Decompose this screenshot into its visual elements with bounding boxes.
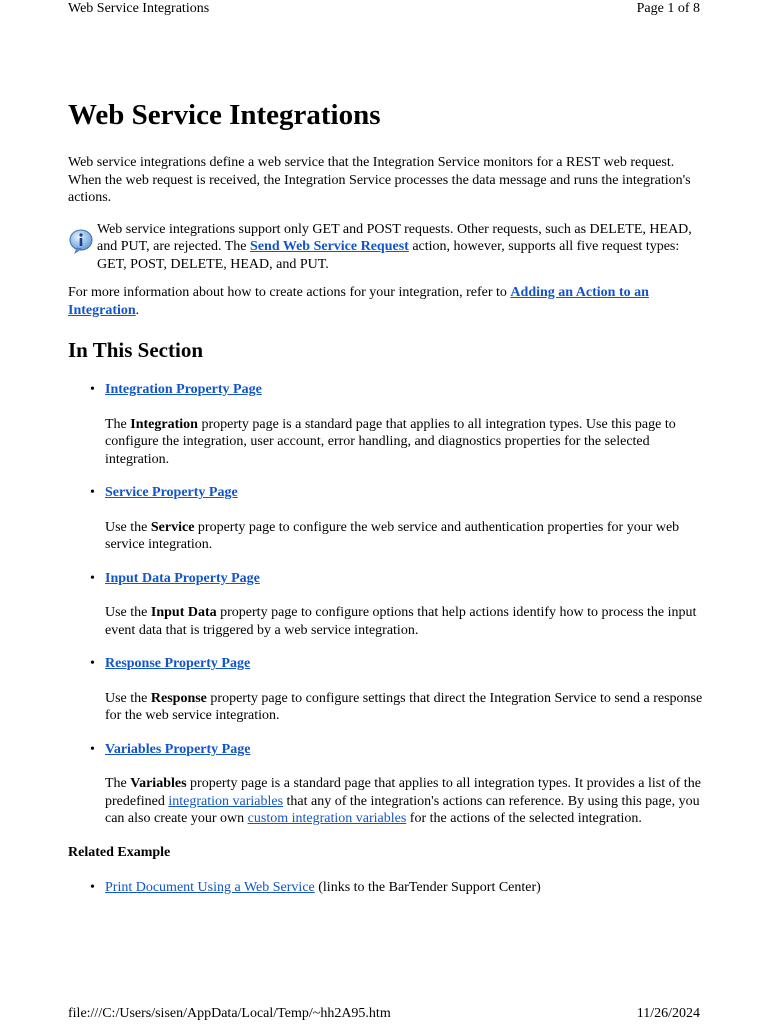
list-item bbox=[90, 484, 704, 554]
page-title: Web Service Integrations bbox=[68, 99, 381, 131]
item-description: The Integration property page is a standard page that applies to all integration types. Use this page to configure the integration, user account, error handling, and diagnostics properties for the selected integration. bbox=[105, 416, 676, 467]
integration-property-page-link[interactable]: Integration Property Page bbox=[105, 382, 262, 397]
list-item bbox=[90, 570, 704, 640]
item-description: The Variables property page is a standard page that applies to all integration types. It provides a list of the predefined integration variables that any of the integration's actions can reference. By using this page, you can also create your own custom integration variables for the actions of the selected integration. bbox=[105, 776, 701, 826]
note-box bbox=[68, 221, 704, 274]
page-footer bbox=[68, 1006, 700, 1024]
variables-property-page-link[interactable]: Variables Property Page bbox=[105, 741, 251, 757]
header-title: Web Service Integrations bbox=[68, 1, 210, 16]
list-item bbox=[90, 655, 704, 725]
footer-path: file:///C:/Users/sisen/AppData/Local/Temp/~hh2A95.htm bbox=[68, 1006, 391, 1021]
related-example-item: • Print Document Using a Web Service (links to the BarTender Support Center) bbox=[90, 880, 541, 895]
intro-paragraph: Web service integrations define a web service that the Integration Service monitors for a REST web request. When the web request is received, the Integration Service processes the data message and runs the integration's actions. bbox=[68, 155, 691, 205]
integration-variables-link[interactable]: integration variables bbox=[168, 793, 284, 809]
item-description: Use the Response property page to configure settings that direct the Integration Service to send a response for the web service integration. bbox=[105, 690, 703, 723]
bullet: • bbox=[90, 880, 95, 895]
document-body bbox=[68, 96, 704, 897]
page-header bbox=[68, 1, 700, 19]
send-web-service-request-link[interactable]: Send Web Service Request bbox=[250, 239, 409, 254]
custom-integration-variables-link[interactable]: custom integration variables bbox=[247, 811, 407, 826]
bullet: • bbox=[90, 741, 95, 757]
bullet: • bbox=[90, 570, 95, 586]
section-list bbox=[68, 381, 704, 828]
item-description: Use the Input Data property page to configure options that help actions identify how to process the input event data that is triggered by a web service integration. bbox=[105, 605, 697, 638]
list-item bbox=[90, 741, 704, 828]
bullet: • bbox=[90, 656, 95, 671]
service-property-page-link[interactable]: Service Property Page bbox=[105, 485, 238, 500]
print-document-link[interactable]: Print Document Using a Web Service bbox=[105, 880, 315, 895]
header-page-number: Page 1 of 8 bbox=[636, 1, 700, 16]
response-property-page-link[interactable]: Response Property Page bbox=[105, 656, 251, 671]
item-description: Use the Service property page to configure the web service and authentication properties for your web service integration. bbox=[105, 519, 680, 552]
input-data-property-page-link[interactable]: Input Data Property Page bbox=[105, 570, 260, 586]
footer-date: 11/26/2024 bbox=[636, 1006, 700, 1021]
info-icon bbox=[68, 221, 97, 274]
section-heading: In This Section bbox=[68, 338, 203, 362]
list-item bbox=[90, 381, 704, 468]
more-info-paragraph: For more information about how to create actions for your integration, refer to Adding an Action to an Integration. bbox=[68, 285, 649, 318]
adding-action-link[interactable]: Adding an Action to an Integration bbox=[68, 285, 649, 318]
bullet: • bbox=[90, 382, 95, 397]
bullet: • bbox=[90, 485, 95, 500]
related-example-heading: Related Example bbox=[68, 844, 171, 860]
note-text: Web service integrations support only GET and POST requests. Other requests, such as DELETE, HEAD, and PUT, are rejected. The Send Web Service Request action, however, supports all five request types: GET, POST, DELETE, HEAD, and PUT. bbox=[97, 221, 692, 272]
